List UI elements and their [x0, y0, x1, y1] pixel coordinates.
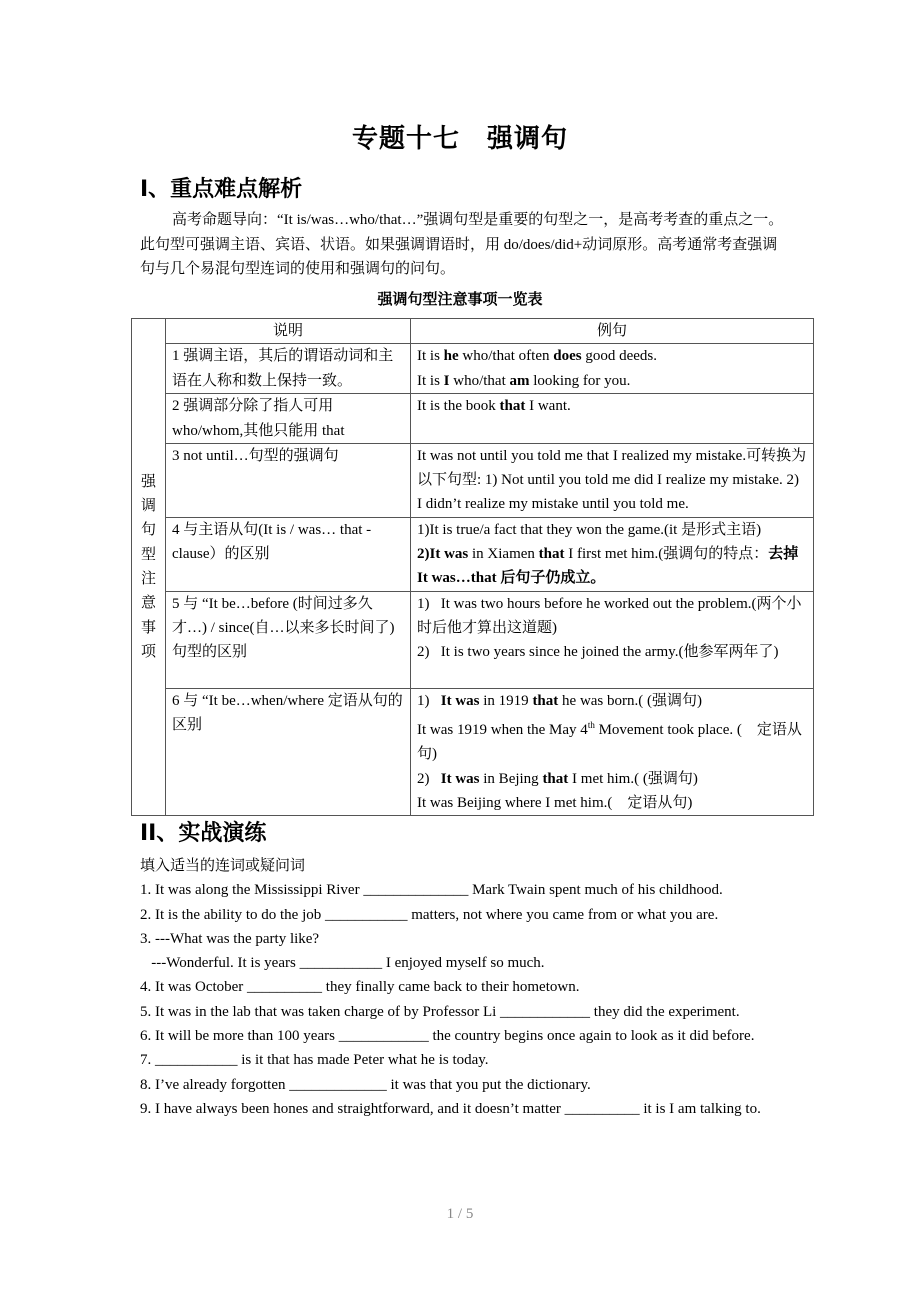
- row-examples: [411, 394, 814, 444]
- example-text: Movement took place. ( 定语从句): [417, 721, 802, 763]
- example-text: in 1919: [479, 692, 533, 709]
- example-text: I want.: [525, 398, 571, 415]
- example-text: 1)It is true/a fact that they won the game.(it 是形式主语): [417, 521, 762, 538]
- row-description: 5 与 “It be…before (时间过多久才…) / since(自…以来多长时间了)句型的区别: [166, 591, 411, 688]
- example-line: [417, 344, 807, 368]
- example-text: that: [542, 770, 569, 787]
- example-text: th: [587, 719, 595, 730]
- example-text: It is the book: [417, 398, 500, 415]
- side-label-char: 调: [140, 498, 156, 515]
- example-text: in Xiamen: [468, 546, 539, 563]
- exercise-item: 5. It was in the lab that was taken charge of by Professor Li ____________ they did the experiment.: [140, 1003, 740, 1020]
- example-text: he: [443, 348, 459, 365]
- example-line: [417, 713, 807, 767]
- exercise-item: 3. ---What was the party like?: [140, 930, 320, 947]
- example-text: 1): [417, 692, 441, 709]
- example-text: 1) It was two hours before he worked out the problem.(两个小时后他才算出这道题): [417, 595, 802, 636]
- example-line: [417, 394, 807, 418]
- exercise-item: 2. It is the ability to do the job ___________ matters, not where you came from or what you are.: [140, 906, 719, 923]
- header-description: 说明: [166, 319, 411, 344]
- example-text: It was not until you told me that I realized my mistake.可转换为以下句型: 1) Not until you told me did I realize my mistake. 2) I didn’t realize my mistake until you told me.: [417, 447, 807, 513]
- example-line: [417, 767, 807, 791]
- example-line: [417, 369, 807, 393]
- example-text: that: [499, 398, 526, 415]
- table-caption: 强调句型注意事项一览表: [377, 290, 543, 308]
- example-text: It was 1919 when the May 4: [417, 721, 588, 738]
- example-text: It was Beijing where I met him.( 定语从句): [417, 794, 693, 811]
- table-row: [132, 591, 814, 688]
- row-examples: [411, 517, 814, 591]
- table-row: [132, 688, 814, 815]
- exercise-item: 6. It will be more than 100 years ____________ the country begins once again to look as it did before.: [140, 1028, 755, 1045]
- page-number: 1 / 5: [446, 1206, 474, 1222]
- example-line: [417, 518, 807, 542]
- row-examples: [411, 591, 814, 688]
- row-description: 4 与主语从句(It is / was… that - clause）的区别: [166, 517, 411, 591]
- side-label: [132, 319, 166, 816]
- example-text: am: [509, 372, 530, 389]
- example-text: I: [443, 372, 450, 389]
- example-text: I first met him.(强调句的特点：: [564, 546, 769, 563]
- example-text: in Bejing: [479, 770, 543, 787]
- side-label-char: 型: [140, 546, 156, 563]
- example-text: 2) It is two years since he joined the army.(他参军两年了): [417, 644, 779, 661]
- side-label-char: 事: [140, 619, 156, 636]
- side-label-char: 注: [140, 571, 156, 588]
- table-row: [132, 394, 814, 444]
- example-text: looking for you.: [529, 372, 631, 389]
- example-text: does: [553, 348, 582, 365]
- side-label-char: 意: [140, 595, 156, 612]
- example-text: who/that: [449, 372, 510, 389]
- example-line: [417, 592, 807, 641]
- example-line: [417, 640, 807, 664]
- side-label-char: 句: [140, 522, 156, 539]
- example-text: good deeds.: [581, 348, 657, 365]
- exercise-item: 9. I have always been hones and straightforward, and it doesn’t matter __________ it is I am talking to.: [140, 1100, 761, 1117]
- example-text: I met him.( (强调句): [568, 770, 698, 787]
- example-text: It was: [440, 692, 480, 709]
- example-line: [417, 444, 807, 517]
- row-examples: [411, 443, 814, 517]
- intro-paragraph: 高考命题导向：“It is/was…who/that…”强调句型是重要的句型之一，是高考考查的重点之一。此句型可强调主语、宾语、状语。如果强调谓语时，用 do/does/did+动词原形。高考通常考查强调句与几个易混句型连词的使用和强调句的问句。: [140, 212, 784, 277]
- header-example: 例句: [411, 319, 814, 344]
- row-description: 1 强调主语，其后的谓语动词和主语在人称和数上保持一致。: [166, 344, 411, 394]
- example-line: [417, 542, 807, 591]
- exercise-instruction: 填入适当的连词或疑问词: [140, 858, 306, 874]
- example-text: It is: [417, 372, 444, 389]
- exercise-item: 8. I’ve already forgotten _____________ it was that you put the dictionary.: [140, 1076, 591, 1093]
- table-row: [132, 517, 814, 591]
- row-description: 6 与 “It be…when/where 定语从句的区别: [166, 688, 411, 815]
- example-text: 去掉 It was…that 后句子仍成立。: [417, 546, 799, 587]
- example-line: [417, 791, 807, 815]
- exercise-list: [140, 854, 780, 1121]
- exercise-item: 7. ___________ is it that has made Peter what he is today.: [140, 1052, 489, 1069]
- exercise-item: 1. It was along the Mississippi River ______________ Mark Twain spent much of his childhood.: [140, 882, 723, 899]
- example-text: he was born.( (强调句): [558, 692, 702, 709]
- row-examples: [411, 344, 814, 394]
- example-text: It is: [417, 348, 444, 365]
- example-text: that: [538, 546, 565, 563]
- section-heading-2: II、实战演练: [140, 821, 267, 846]
- exercise-item: ---Wonderful. It is years ___________ I enjoyed myself so much.: [140, 955, 545, 972]
- section-heading-1: I、重点难点解析: [140, 177, 303, 202]
- exercise-item: 4. It was October __________ they finally came back to their hometown.: [140, 979, 580, 996]
- row-examples: [411, 688, 814, 815]
- table-row: [132, 344, 814, 394]
- example-text: who/that often: [458, 348, 554, 365]
- row-description: 3 not until…句型的强调句: [166, 443, 411, 517]
- example-text: 2): [417, 770, 441, 787]
- side-label-char: 项: [140, 643, 156, 660]
- side-label-char: 强: [140, 473, 156, 490]
- example-text: It was: [440, 770, 480, 787]
- example-text: that: [532, 692, 559, 709]
- table-header-row: [132, 319, 814, 344]
- page-title: 专题十七 强调句: [351, 124, 568, 154]
- emphasis-table: [131, 318, 814, 816]
- example-text: 2)It was: [417, 546, 469, 563]
- row-description: 2 强调部分除了指人可用 who/whom,其他只能用 that: [166, 394, 411, 444]
- example-line: [417, 689, 807, 713]
- table-row: [132, 443, 814, 517]
